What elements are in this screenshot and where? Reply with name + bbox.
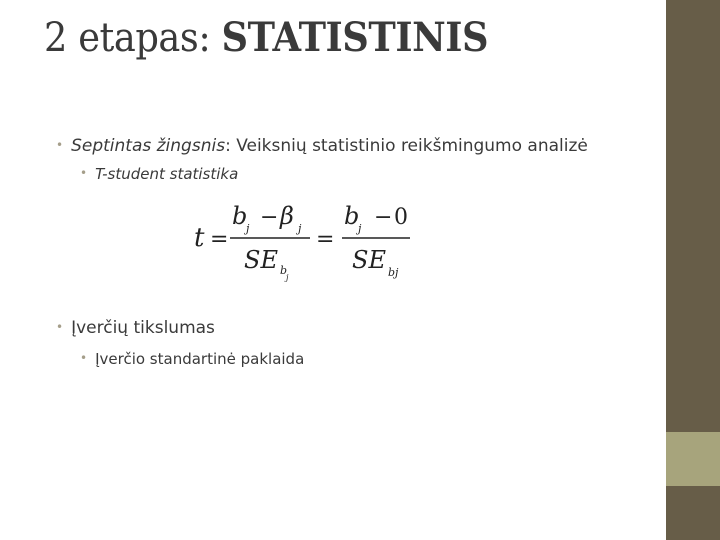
bullet-lead: Septintas žingsnis bbox=[71, 136, 226, 156]
formula-den1-se: SE bbox=[244, 246, 278, 274]
formula-den1-subsub: j bbox=[286, 273, 289, 282]
formula-equals-2: = bbox=[316, 227, 335, 252]
bullet-dot-icon: • bbox=[56, 320, 64, 334]
formula-num2-zero: 0 bbox=[394, 205, 408, 230]
formula-num1-beta-sub: j bbox=[298, 222, 302, 235]
formula-den2-sub: bj bbox=[388, 266, 399, 279]
sub-bullet-item bbox=[80, 350, 304, 368]
bullet-item bbox=[56, 318, 215, 338]
decorative-accent-block bbox=[666, 432, 720, 486]
formula-equals-1: = bbox=[210, 227, 229, 252]
formula-num2-b: b bbox=[344, 202, 360, 230]
t-statistic-formula bbox=[188, 196, 418, 288]
formula-num1-sub: j bbox=[246, 222, 250, 235]
bullet-dot-icon: • bbox=[80, 166, 88, 180]
formula-num1-minus: − bbox=[260, 205, 279, 230]
slide-title-prefix: 2 etapas: bbox=[44, 15, 222, 61]
bullet-item bbox=[56, 136, 588, 156]
sub-bullet-text: T-student statistika bbox=[95, 165, 239, 183]
formula-den2-se: SE bbox=[352, 246, 386, 274]
formula-num2-minus: − bbox=[374, 205, 393, 230]
slide-title bbox=[44, 14, 488, 61]
bullet-text: Įverčių tikslumas bbox=[71, 318, 215, 338]
formula-num1-b: b bbox=[232, 202, 248, 230]
formula-den1-sub: b bbox=[280, 264, 288, 277]
bullet-text: : Veiksnių statistinio reikšmingumo analizė bbox=[225, 136, 588, 156]
formula-num1-beta: β bbox=[280, 202, 294, 230]
bullet-dot-icon: • bbox=[56, 138, 64, 152]
sub-bullet-item bbox=[80, 165, 238, 183]
sub-bullet-text: Įverčio standartinė paklaida bbox=[95, 350, 305, 368]
formula-t: t bbox=[194, 223, 205, 253]
formula-num2-sub: j bbox=[358, 222, 362, 235]
bullet-dot-icon: • bbox=[80, 351, 88, 365]
slide-title-main: STATISTINIS bbox=[221, 14, 489, 61]
